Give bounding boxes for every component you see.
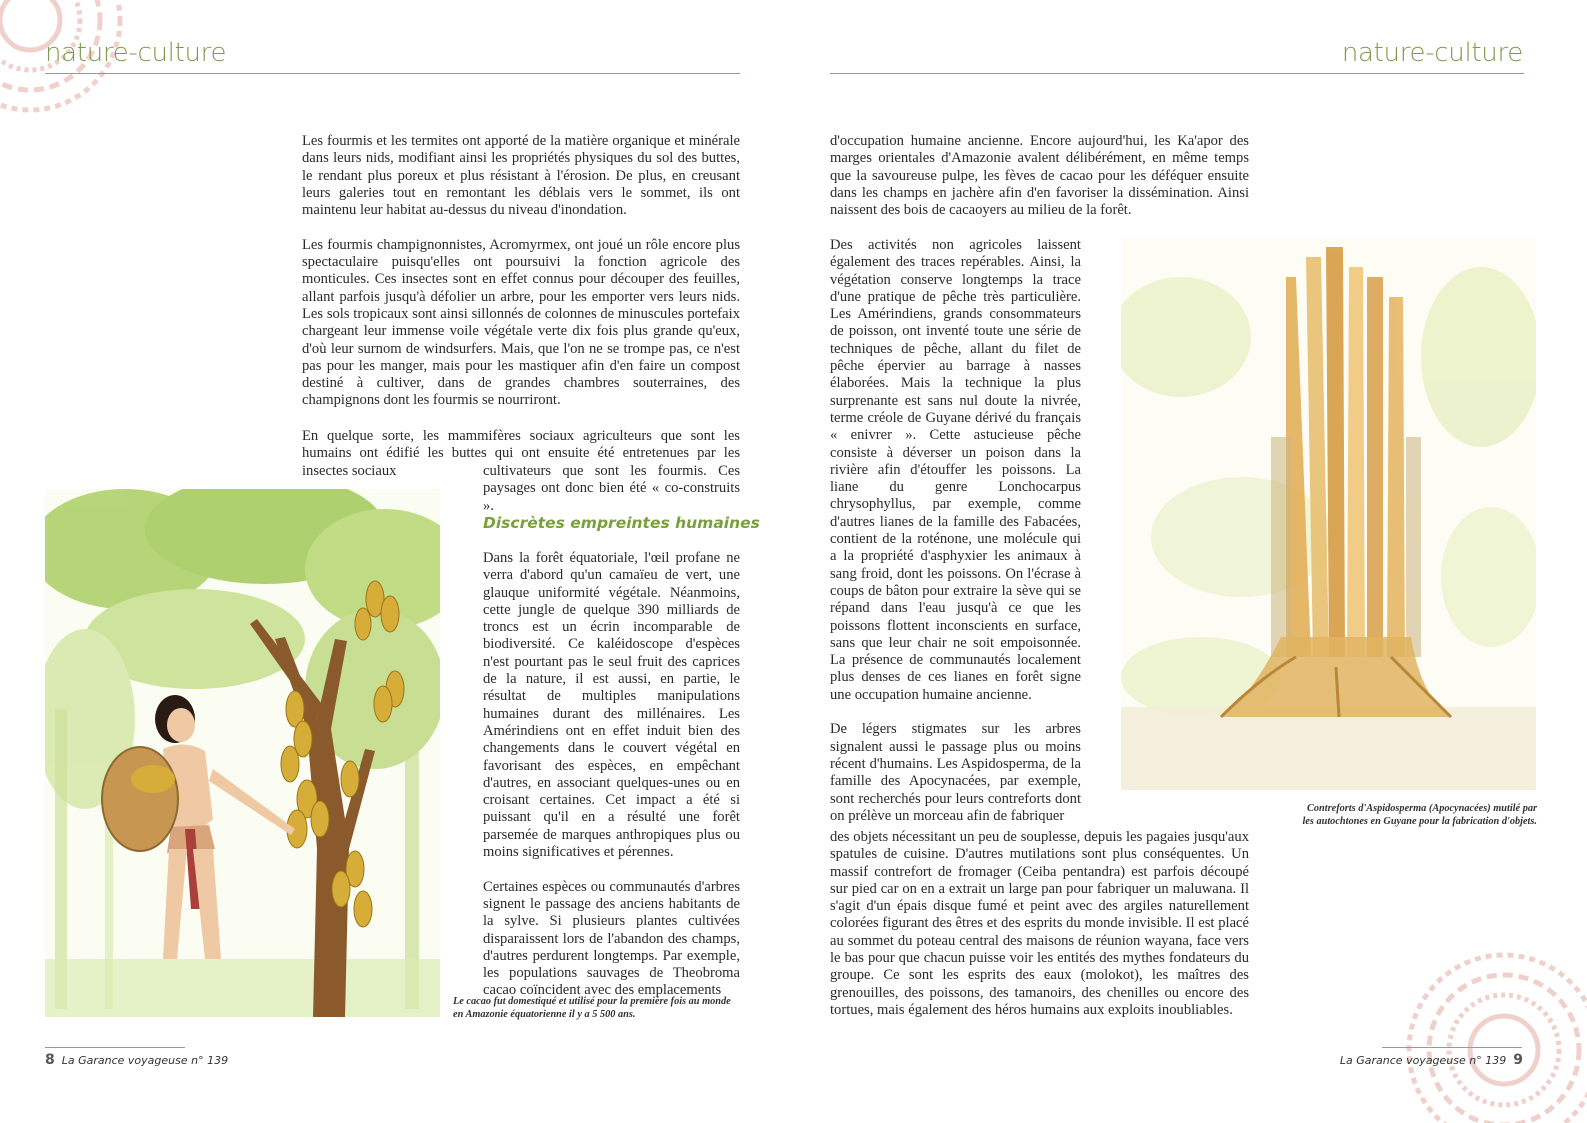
page-footer	[45, 1052, 228, 1068]
text-column	[483, 550, 740, 1017]
section-title: nature-culture	[45, 38, 227, 68]
paragraph: De légers stigmates sur les arbres signalent aussi le passage plus ou moins récent d'humains. Les Aspidosperma, de la famille des Apocynacées, par exemple, sont recherchés pour leurs contreforts dont on prélève un morceau afin de fabriquer	[830, 721, 1081, 824]
magazine-name: La Garance voyageuse n° 139	[1339, 1054, 1507, 1067]
text-column	[830, 237, 1081, 842]
footer-rule	[1382, 1047, 1522, 1048]
header-rule	[45, 73, 740, 74]
header-rule	[830, 73, 1524, 74]
left-page	[0, 0, 793, 1123]
page-number: 8	[45, 1052, 55, 1068]
cacao-tree-image	[45, 489, 440, 1017]
section-subheading: Discrètes empreintes humaines	[483, 514, 760, 532]
paragraph-wrap-b: cultivateurs que sont les fourmis. Ces paysages ont donc bien été « co-construits ».	[483, 463, 740, 514]
magazine-name: La Garance voyageuse n° 139	[61, 1054, 229, 1067]
ornament-icon	[1394, 940, 1587, 1123]
buttress-tree-image	[1121, 237, 1536, 790]
text-block-top	[302, 133, 740, 427]
paragraph-top: d'occupation humaine ancienne. Encore aujourd'hui, les Ka'apor des marges orientales d'Amazonie avalent délibérément, en même temps que la savoureuse pulpe, les fèves de cacao pour les déféquer ensuite dans les champs en jachère afin d'en favoriser la dissémination. Ainsi naissent des bois de cacaoyers au milieu de la forêt.	[830, 133, 1249, 219]
cacao-illustration	[45, 489, 440, 1017]
figure-caption: Le cacao fut domestiqué et utilisé pour la première fois au monde en Amazonie équatorienne il y a 5 500 ans.	[453, 996, 731, 1020]
buttress-illustration	[1121, 237, 1536, 790]
paragraph: Certaines espèces ou communautés d'arbres signent le passage des anciens habitants de la sylve. Si plusieurs plantes cultivées disparaissent lors de l'abandon des champs, d'autres perdurent longtemps. Par exemple, les populations sauvages de Theobroma cacao coïncident avec des emplacements	[483, 878, 740, 999]
figure-caption: Contreforts d'Aspidosperma (Apocynacées) mutilé par les autochtones en Guyane pour la fabrication d'objets.	[1302, 803, 1537, 827]
footer-rule	[45, 1047, 185, 1048]
page-number: 9	[1513, 1052, 1523, 1068]
page-footer	[1340, 1052, 1523, 1068]
paragraph: Les fourmis et les termites ont apporté de la matière organique et minérale dans leurs nids, modifiant ainsi les propriétés physiques du sol des buttes, le rendant plus poreux et plus résistant à l'érosion. De plus, en creusant leurs galeries tout en remontant les déblais vers le sommet, ils ont maintenu leur habitat au-dessus du niveau d'inondation.	[302, 133, 740, 219]
paragraph: Dans la forêt équatoriale, l'œil profane ne verra d'abord qu'un camaïeu de vert, une glauque uniformité végétale. Néanmoins, cette jungle de quelque 390 milliards de troncs est un écrin incomparable de biodiversité. Ce kaléidoscope d'espèces n'est pourtant pas le seul fruit des caprices de la nature, il est aussi, en partie, le résultat de multiples manipulations humaines durant des millénaires. Les Amérindiens ont en effet induit bien des changements dans le couvert végétal en favorisant des espèces, en empêchant d'autres, en associant quelques-unes ou en croisant certaines. Cet impact a été si puissant qu'il en a résulté une forêt parsemée de marques anthropiques plus ou moins significatives et pérennes.	[483, 550, 740, 861]
right-page	[794, 0, 1587, 1123]
paragraph-wrap-a: En quelque sorte, les mammifères sociaux agriculteurs que sont les humains ont édifié les buttes qui ont ensuite été entretenues par les insectes sociaux	[302, 428, 740, 479]
paragraph: Les fourmis champignonnistes, Acromyrmex, ont joué un rôle encore plus spectaculaire puisqu'elles ont poursuivi la fonction agricole des monticules. Ces insectes sont en effet connus pour découper des feuilles, allant parfois jusqu'à défolier un arbre, pour les emporter vers leurs nids. Les sols tropicaux sont ainsi sillonnés de colonnes de minuscules portefaix chargeant leur immense voile végétale verte dix fois plus grande qu'eux, d'où leur surnom de windsurfers. Mais, que l'on ne se trompe pas, ce n'est pas pour les manger, mais pour les mastiquer afin d'en faire un compost destiné à cultiver, dans de grandes chambres souterraines, des champignons dont les fourmis se nourriront.	[302, 236, 740, 409]
section-title: nature-culture	[1341, 38, 1523, 68]
paragraph: Des activités non agricoles laissent également des traces repérables. Ainsi, la végétation conserve longtemps la trace d'une pratique de pêche très particulière. Les Amérindiens, grands consommateurs de poisson, ont inventé toute une série de techniques de pêche, allant du filet de pêche épervier au barrage à nasses élaborées. Mais la technique la plus surprenante est sans nul doute la nivrée, terme créole de Guyane dérivé du français « enivrer ». Cette astucieuse pêche consiste à déverser un poison dans la rivière afin d'étouffer les poissons. La liane du genre Lonchocarpus chrysophyllus, par exemple, comme d'autres lianes de la famille des Fabacées, contient de la roténone, une molécule qui a la propriété d'asphyxier les animaux à sang froid, dont les poissons. On l'écrase à coups de bâton pour extraire la sève qui se répand dans l'eau jusqu'à ce que les poissons flottent inconscients en surface, sans que leur chair ne soit empoisonnée. La présence de communautés localement plus denses de ces lianes en forêt signe une occupation humaine ancienne.	[830, 237, 1081, 703]
paragraph-bottom: des objets nécessitant un peu de souplesse, depuis les pagaies jusqu'aux spatules de cuisine. D'autres mutilations sont plus conséquentes. Un massif contrefort de fromager (Ceiba pentandra) est parfois découpé sur pied car on en a extrait un large pan pour fabriquer un maluwana. Il s'agit d'un épais disque fumé et peint avec des argiles naturellement colorées figurant des êtres et des esprits du monde invisible. Il est placé au sommet du poteau central des maisons de réunion wayana, face vers le bas pour que chacun puisse voir les entités des mythes fondateurs du groupe. Ce sont les esprits des eaux (molokot), les maîtres des grenouilles, des poissons, des tamanoirs, des chenilles ou encore des tortues, mais également des héros humains aux exploits inoubliables.	[830, 829, 1249, 1018]
